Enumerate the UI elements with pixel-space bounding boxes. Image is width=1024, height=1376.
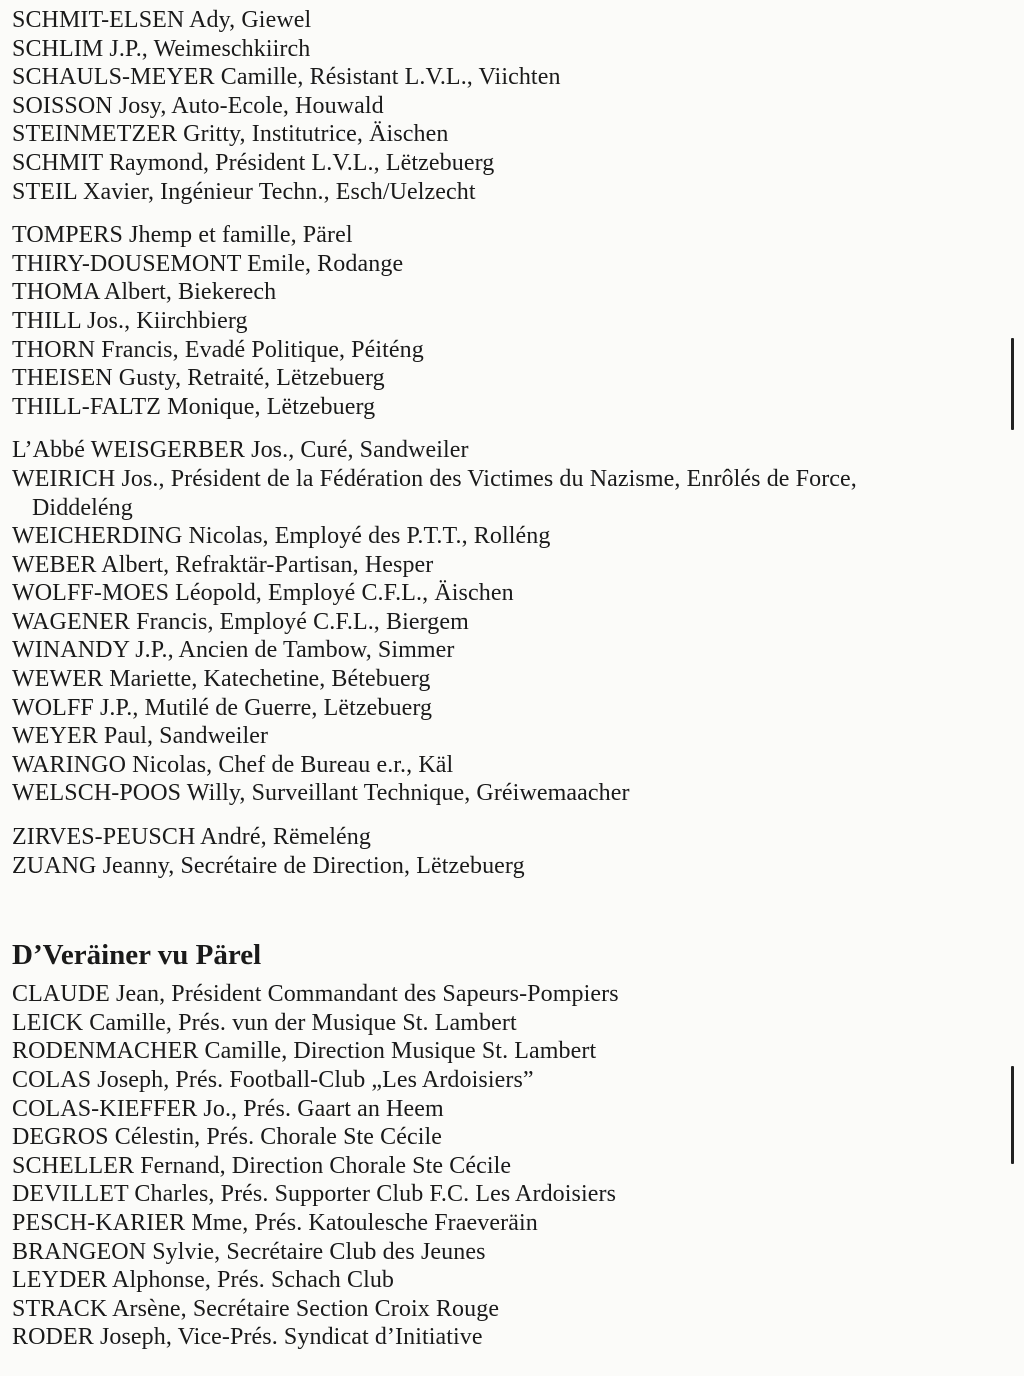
list-item: WEIRICH Jos., Président de la Fédération des Victimes du Nazisme, Enrôlés de Force, Diddeléng [12, 465, 857, 521]
name-list-z [12, 823, 1012, 880]
list-item: WINANDY J.P., Ancien de Tambow, Simmer [12, 637, 455, 664]
list-item: CLAUDE Jean, Président Commandant des Sapeurs-Pompiers [12, 981, 619, 1008]
list-item: PESCH-KARIER Mme, Prés. Katoulesche Fraeveräin [12, 1209, 538, 1236]
list-item: THIRY-DOUSEMONT Emile, Rodange [12, 250, 404, 277]
list-item: STEIL Xavier, Ingénieur Techn., Esch/Uelzecht [12, 178, 476, 205]
name-list-s [12, 6, 1012, 206]
name-list-w [12, 436, 1012, 808]
list-item: THEISEN Gusty, Retraité, Lëtzebuerg [12, 365, 385, 392]
group-spacer [12, 421, 1012, 436]
list-item: BRANGEON Sylvie, Secrétaire Club des Jeunes [12, 1238, 486, 1265]
group-spacer [12, 808, 1012, 823]
list-item: TOMPERS Jhemp et famille, Pärel [12, 222, 353, 249]
list-item: WEYER Paul, Sandweiler [12, 723, 269, 750]
list-item: LEICK Camille, Prés. vun der Musique St. Lambert [12, 1009, 517, 1036]
list-item: LEYDER Alphonse, Prés. Schach Club [12, 1267, 395, 1294]
list-item: STEINMETZER Gritty, Institutrice, Äischen [12, 121, 449, 148]
association-list [12, 980, 1012, 1352]
list-item: STRACK Arsène, Secrétaire Section Croix Rouge [12, 1295, 500, 1322]
list-item: RODER Joseph, Vice-Prés. Syndicat d’Initiative [12, 1324, 483, 1351]
list-item: WARINGO Nicolas, Chef de Bureau e.r., Käl [12, 751, 454, 778]
section-spacer [12, 880, 1012, 938]
list-item: WEBER Albert, Refraktär-Partisan, Hesper [12, 551, 434, 578]
list-item: THOMA Albert, Biekerech [12, 279, 277, 306]
list-item: SCHMIT-ELSEN Ady, Giewel [12, 7, 312, 33]
group-spacer [12, 206, 1012, 221]
list-item: DEGROS Célestin, Prés. Chorale Ste Cécile [12, 1124, 443, 1151]
list-item: WOLFF-MOES Léopold, Employé C.F.L., Äischen [12, 580, 514, 607]
list-item: WELSCH-POOS Willy, Surveillant Technique, Gréiwemaacher [12, 780, 630, 807]
list-item: THILL-FALTZ Monique, Lëtzebuerg [12, 393, 376, 420]
list-item: WEICHERDING Nicolas, Employé des P.T.T., Rolléng [12, 523, 551, 550]
list-item: THORN Francis, Evadé Politique, Péiténg [12, 336, 424, 363]
list-item: THILL Jos., Kiirchbierg [12, 307, 248, 334]
name-list-t [12, 221, 1012, 421]
list-item: WEWER Mariette, Katechetine, Bétebuerg [12, 666, 431, 693]
section-heading: D’Veräiner vu Pärel [12, 939, 262, 972]
list-item: SCHELLER Fernand, Direction Chorale Ste Cécile [12, 1152, 512, 1179]
list-item: SCHMIT Raymond, Président L.V.L., Lëtzebuerg [12, 149, 495, 176]
list-item: WOLFF J.P., Mutilé de Guerre, Lëtzebuerg [12, 694, 433, 721]
document-page [12, 6, 1012, 1352]
list-item: ZIRVES-PEUSCH André, Rëmeléng [12, 824, 371, 851]
list-item: DEVILLET Charles, Prés. Supporter Club F.C. Les Ardoisiers [12, 1181, 617, 1208]
list-item: COLAS Joseph, Prés. Football-Club „Les Ardoisiers” [12, 1067, 534, 1093]
list-item: SCHLIM J.P., Weimeschkiirch [12, 35, 311, 62]
list-item: RODENMACHER Camille, Direction Musique St. Lambert [12, 1038, 597, 1065]
list-item: WAGENER Francis, Employé C.F.L., Biergem [12, 608, 469, 635]
list-item: ZUANG Jeanny, Secrétaire de Direction, Lëtzebuerg [12, 852, 525, 879]
margin-mark [1011, 1066, 1014, 1164]
margin-mark [1011, 338, 1014, 430]
list-item: COLAS-KIEFFER Jo., Prés. Gaart an Heem [12, 1095, 444, 1122]
list-item: SCHAULS-MEYER Camille, Résistant L.V.L., Viichten [12, 64, 561, 91]
list-item: L’Abbé WEISGERBER Jos., Curé, Sandweiler [12, 437, 469, 464]
list-item: SOISSON Josy, Auto-Ecole, Houwald [12, 92, 384, 119]
